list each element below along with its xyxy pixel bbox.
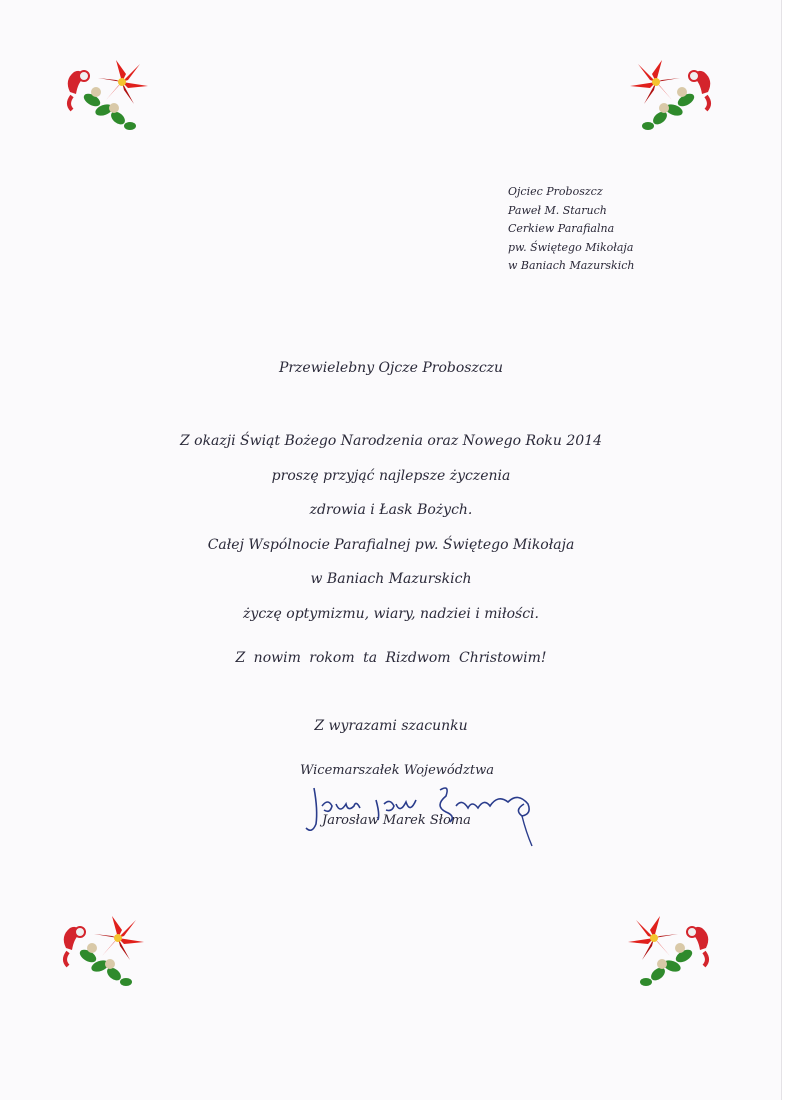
- body-line: życzę optymizmu, wiary, nadziei i miłości.: [243, 605, 539, 622]
- addressee-line: Ojciec Proboszcz: [508, 185, 603, 198]
- poinsettia-icon: [60, 52, 160, 132]
- addressee-line: pw. Świętego Mikołaja: [508, 240, 634, 254]
- signatory-name: Jarosław Marek Słoma: [322, 813, 471, 828]
- body-line: Całej Wspólnocie Parafialnej pw. Świętego Mikołaja: [207, 536, 575, 553]
- poinsettia-icon: [616, 908, 716, 988]
- body-line: w Baniach Mazurskich: [310, 571, 472, 587]
- body-line: proszę przyjąć najlepsze życzenia: [271, 467, 511, 484]
- poinsettia-icon: [618, 52, 718, 132]
- poinsettia-icon: [56, 908, 156, 988]
- body-line: zdrowia i Łask Bożych.: [309, 502, 473, 518]
- salutation: Przewielebny Ojcze Proboszczu: [278, 360, 504, 376]
- handwritten-signature: [300, 770, 550, 860]
- letter-body: [0, 424, 782, 631]
- addressee-line: w Baniach Mazurskich: [508, 259, 635, 272]
- signatory-title: Wicemarszałek Województwa: [300, 763, 495, 778]
- closing-line: Z wyrazami szacunku: [314, 718, 468, 734]
- addressee-block: [508, 183, 635, 276]
- greeting-line: Z nowim rokom ta Rizdwom Christowim!: [235, 650, 547, 666]
- addressee-line: Paweł M. Staruch: [508, 203, 607, 217]
- addressee-line: Cerkiew Parafialna: [508, 222, 615, 235]
- body-line: Z okazji Świąt Bożego Narodzenia oraz Nowego Roku 2014: [179, 433, 603, 449]
